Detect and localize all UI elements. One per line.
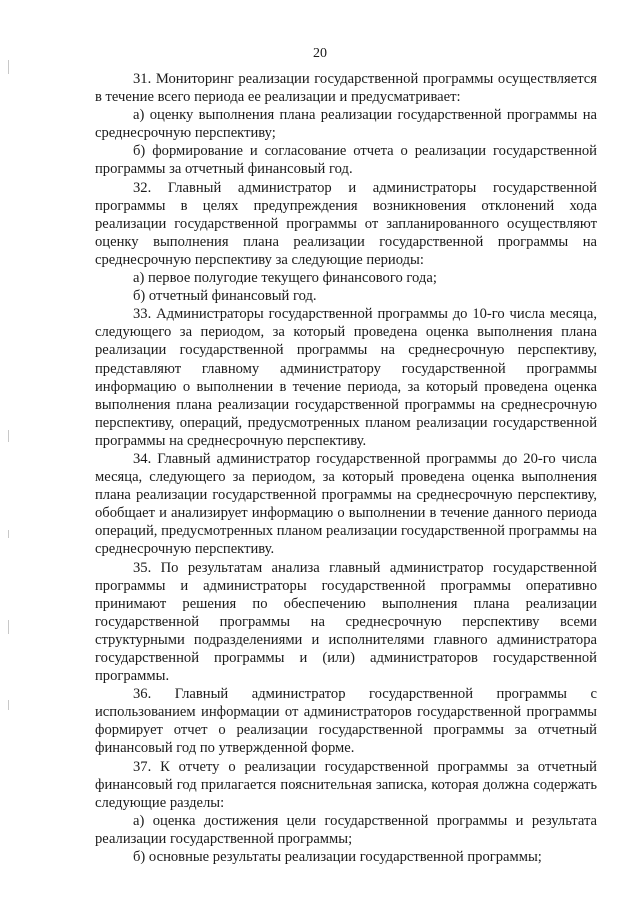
scan-mark bbox=[8, 430, 9, 442]
scan-mark bbox=[8, 530, 9, 538]
paragraph: а) оценку выполнения плана реализации государственной программы на среднесрочную перспективу; bbox=[95, 107, 597, 142]
paragraph: б) отчетный финансовый год. bbox=[133, 288, 317, 305]
document-body bbox=[95, 70, 597, 866]
scan-mark bbox=[8, 700, 9, 710]
paragraph: б) основные результаты реализации государственной программы; bbox=[133, 849, 542, 866]
page-number: 20 bbox=[313, 46, 327, 61]
scan-mark bbox=[8, 60, 9, 74]
paragraph: 35. По результатам анализа главный администратор государственной программы и администраторы государственной программы оперативно принимают решения по обеспечению выполнения плана реализации государственной программы на среднесрочную перспективу всеми структурными подразделениями и исполнителями главного администратора государственной программы и (или) администраторов государственной программы. bbox=[95, 559, 597, 685]
paragraph: 33. Администраторы государственной программы до 10-го числа месяца, следующего за периодом, за который проведена оценка выполнения плана реализации государственной программы на среднесрочную перспективу, представляют главному администратору государственной программы информацию о выполнении в течение периода, за который проведена оценка выполнения плана реализации государственной программы на среднесрочную перспективу, операций, предусмотренных планом реализации государственной программы на среднесрочную перспективу. bbox=[95, 306, 597, 449]
paragraph: а) первое полугодие текущего финансового года; bbox=[133, 270, 437, 287]
paragraph: 36. Главный администратор государственной программы с использованием информации от администраторов государственной программы формирует отчет о реализации государственной программы за отчетный финансовый год по утвержденной форме. bbox=[95, 686, 597, 757]
paragraph: 31. Мониторинг реализации государственной программы осуществляется в течение всего периода ее реализации и предусматривает: bbox=[95, 71, 597, 106]
paragraph: б) формирование и согласование отчета о реализации государственной программы за отчетный финансовый год. bbox=[95, 143, 597, 178]
paragraph: 37. К отчету о реализации государственной программы за отчетный финансовый год прилагается пояснительная записка, которая должна содержать следующие разделы: bbox=[95, 758, 597, 811]
paragraph: 32. Главный администратор и администраторы государственной программы в целях предупреждения возникновения отклонений хода реализации государственной программы от запланированного осуществляют оценку выполнения плана реализации государственной программы на среднесрочную перспективу за следующие периоды: bbox=[95, 179, 597, 268]
scan-mark bbox=[8, 620, 9, 634]
scan-margin-marks bbox=[8, 60, 12, 760]
paragraph: 34. Главный администратор государственной программы до 20-го числа месяца, следующего за периодом, за который проведена оценка выполнения плана реализации государственной программы на среднесрочную перспективу, обобщает и анализирует информацию о выполнении в течение данного периода операций, предусмотренных планом реализации государственной программы на среднесрочную перспективу. bbox=[95, 450, 598, 558]
paragraph: а) оценка достижения цели государственной программы и результата реализации государственной программы; bbox=[95, 812, 597, 847]
